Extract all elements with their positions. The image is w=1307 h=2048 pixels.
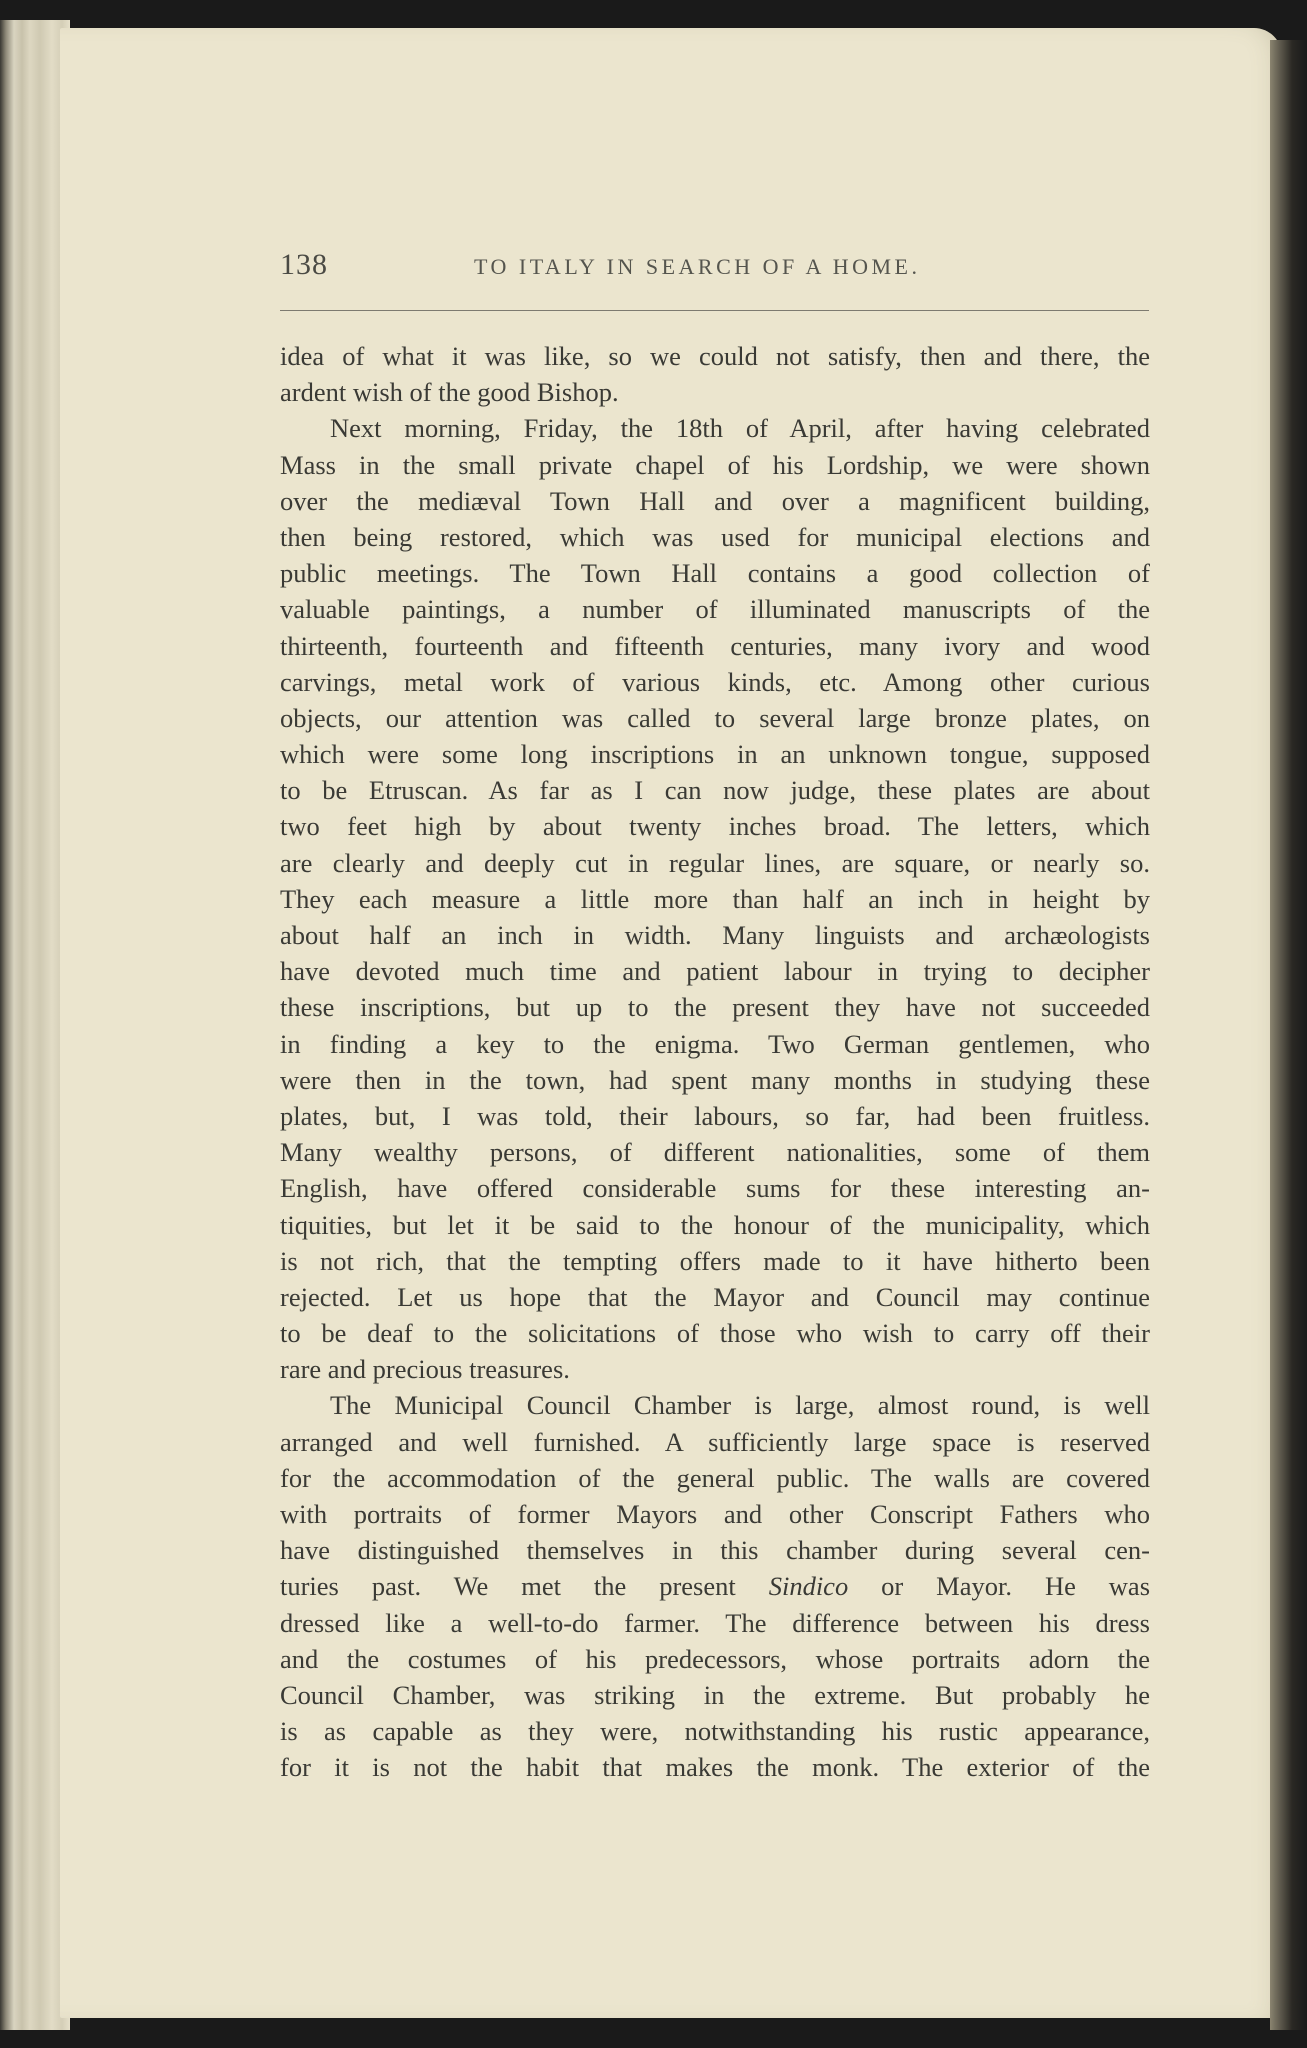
- text-line: Next morning, Friday, the 18th of April, after having celebrated: [330, 413, 1150, 444]
- text-line: thirteenth, fourteenth and fifteenth centuries, many ivory and wood: [280, 630, 1150, 661]
- text-line: public meetings. The Town Hall contains a good collection of: [280, 558, 1150, 589]
- text-line: valuable paintings, a number of illuminated manuscripts of the: [280, 594, 1150, 625]
- text-line: with portraits of former Mayors and other Conscript Fathers who: [280, 1499, 1150, 1529]
- text-line: objects, our attention was called to several large bronze plates, on: [280, 702, 1150, 733]
- text-line: dressed like a well-to-do farmer. The difference between his dress: [280, 1607, 1150, 1638]
- text-line: for the accommodation of the general public. The walls are covered: [280, 1462, 1150, 1493]
- text-line: to be deaf to the solicitations of those who wish to carry off their: [280, 1318, 1150, 1349]
- text-line: two feet high by about twenty inches broad. The letters, which: [280, 811, 1150, 842]
- text-line: tiquities, but let it be said to the honour of the municipality, which: [280, 1209, 1150, 1240]
- text-line: rejected. Let us hope that the Mayor and Council may continue: [280, 1281, 1150, 1312]
- text-line: have distinguished themselves in this chamber during several cen-: [280, 1535, 1150, 1566]
- text-line: They each measure a little more than half an inch in height by: [280, 883, 1150, 914]
- text-line: ardent wish of the good Bishop.: [280, 377, 619, 408]
- text-segment: or Mayor. He was: [881, 1571, 1151, 1602]
- text-line: rare and precious treasures.: [280, 1354, 570, 1385]
- text-line: plates, but, I was told, their labours, so far, had been fruitless.: [280, 1100, 1150, 1131]
- header-rule: [280, 310, 1149, 311]
- text-line-with-italic: [280, 1568, 1150, 1604]
- text-line: are clearly and deeply cut in regular lines, are square, or nearly so.: [280, 847, 1150, 878]
- text-line: Council Chamber, was striking in the extreme. But probably he: [280, 1679, 1150, 1710]
- text-line: and the costumes of his predecessors, whose portraits adorn the: [280, 1643, 1150, 1674]
- text-line: Mass in the small private chapel of his Lordship, we were shown: [280, 449, 1150, 480]
- running-header: [0, 248, 1307, 288]
- text-segment: turies past. We met the present: [280, 1571, 736, 1602]
- text-line: were then in the town, had spent many months in studying these: [280, 1064, 1150, 1095]
- running-title: TO ITALY IN SEARCH OF A HOME.: [474, 254, 921, 279]
- page-number: 138: [280, 248, 328, 281]
- text-line: arranged and well furnished. A sufficiently large space is reserved: [280, 1426, 1150, 1457]
- text-line: Many wealthy persons, of different nationalities, some of them: [280, 1137, 1150, 1168]
- text-line: English, have offered considerable sums for these interesting an-: [280, 1173, 1150, 1204]
- text-line: to be Etruscan. As far as I can now judge, these plates are about: [280, 775, 1150, 806]
- text-line: about half an inch in width. Many linguists and archæologists: [280, 920, 1150, 950]
- text-line: is not rich, that the tempting offers made to it have hitherto been: [280, 1245, 1150, 1276]
- text-line: carvings, metal work of various kinds, etc. Among other curious: [280, 666, 1150, 697]
- text-line: these inscriptions, but up to the present they have not succeeded: [280, 992, 1150, 1023]
- text-line: The Municipal Council Chamber is large, almost round, is well: [330, 1390, 1150, 1421]
- text-line: have devoted much time and patient labour in trying to decipher: [280, 956, 1150, 987]
- text-line: is as capable as they were, notwithstanding his rustic appearance,: [280, 1716, 1150, 1747]
- text-line: for it is not the habit that makes the monk. The exterior of the: [280, 1752, 1150, 1783]
- body-text: [280, 338, 1150, 1786]
- italic-word: Sindico: [768, 1571, 849, 1602]
- text-line: in finding a key to the enigma. Two German gentlemen, who: [280, 1028, 1150, 1059]
- text-line: idea of what it was like, so we could not satisfy, then and there, the: [280, 341, 1150, 371]
- text-line: then being restored, which was used for municipal elections and: [280, 521, 1150, 552]
- text-line: which were some long inscriptions in an unknown tongue, supposed: [280, 739, 1150, 770]
- text-line: over the mediæval Town Hall and over a magnificent building,: [280, 485, 1150, 516]
- gutter-shadow: [1270, 40, 1307, 2030]
